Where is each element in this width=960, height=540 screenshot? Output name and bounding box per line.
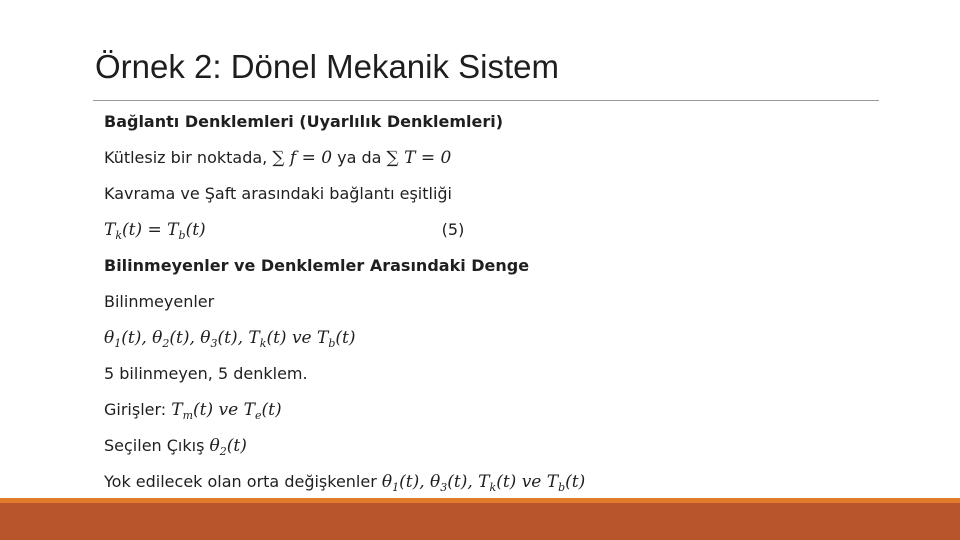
im-p2: (t) ve T [193,400,255,420]
inputs-line [104,397,804,433]
massless-point-line [104,145,804,181]
unknowns-label: Bilinmeyenler [104,292,215,311]
um-p5: (t) ve T [266,328,329,348]
equation-number: (5) [441,220,465,239]
unknowns-math-line [104,325,804,361]
em-p5: (t) [565,472,586,492]
im-s2: e [254,409,262,422]
slide-content [104,109,804,505]
um-p1: θ [104,328,115,348]
im-p1: T [171,400,183,420]
eq-end: (t) [185,220,206,240]
unknowns-math [104,328,356,348]
or-text: ya da [332,148,387,167]
count-text: 5 bilinmeyen, 5 denklem. [104,364,308,383]
footer-bar [0,503,960,540]
em-s1: 1 [392,481,400,494]
eq-rhs-sub: b [178,229,186,242]
output-line [104,433,804,469]
eq-lhs: T [104,220,116,240]
im-p3: (t) [261,400,282,420]
om-s1: 2 [219,445,227,458]
om-p2: (t) [226,436,247,456]
coupling-text: Kavrama ve Şaft arasındaki bağlantı eşitliği [104,184,452,203]
um-s3: 3 [210,337,218,350]
output-label: Seçilen Çıkış [104,436,210,455]
em-s4: b [558,481,566,494]
equation-5-line [104,217,804,253]
um-p4: (t), T [217,328,260,348]
inputs-math [171,400,281,420]
massless-prefix: Kütlesiz bir noktada, [104,148,273,167]
eq-mid: (t) = T [122,220,179,240]
sum-force-equation: ∑ f = 0 [272,148,333,168]
um-p2: (t), θ [121,328,163,348]
equation-5 [104,220,206,240]
em-p2: (t), θ [399,472,441,492]
em-p3: (t), T [447,472,490,492]
inputs-label: Girişler: [104,400,172,419]
im-s1: m [182,409,194,422]
om-p1: θ [209,436,220,456]
em-p1: θ [381,472,393,492]
slide-title: Örnek 2: Dönel Mekanik Sistem [95,48,560,85]
um-s1: 1 [114,337,122,350]
output-math [210,436,247,456]
title-divider [93,100,879,101]
eliminate-math [382,472,585,492]
heading-connection-equations: Bağlantı Denklemleri (Uyarlılık Denklemleri) [104,112,504,131]
em-p4: (t) ve T [496,472,559,492]
em-s2: 3 [440,481,448,494]
um-s5: b [328,337,336,350]
um-s4: k [259,337,267,350]
eliminate-label: Yok edilecek olan orta değişkenler [104,472,382,491]
em-s3: k [489,481,497,494]
heading-balance: Bilinmeyenler ve Denklemler Arasındaki Denge [104,256,530,275]
sum-torque-equation: ∑ T = 0 [386,148,452,168]
um-s2: 2 [162,337,170,350]
um-p3: (t), θ [169,328,211,348]
eq-lhs-sub: k [115,229,123,242]
um-p6: (t) [335,328,356,348]
